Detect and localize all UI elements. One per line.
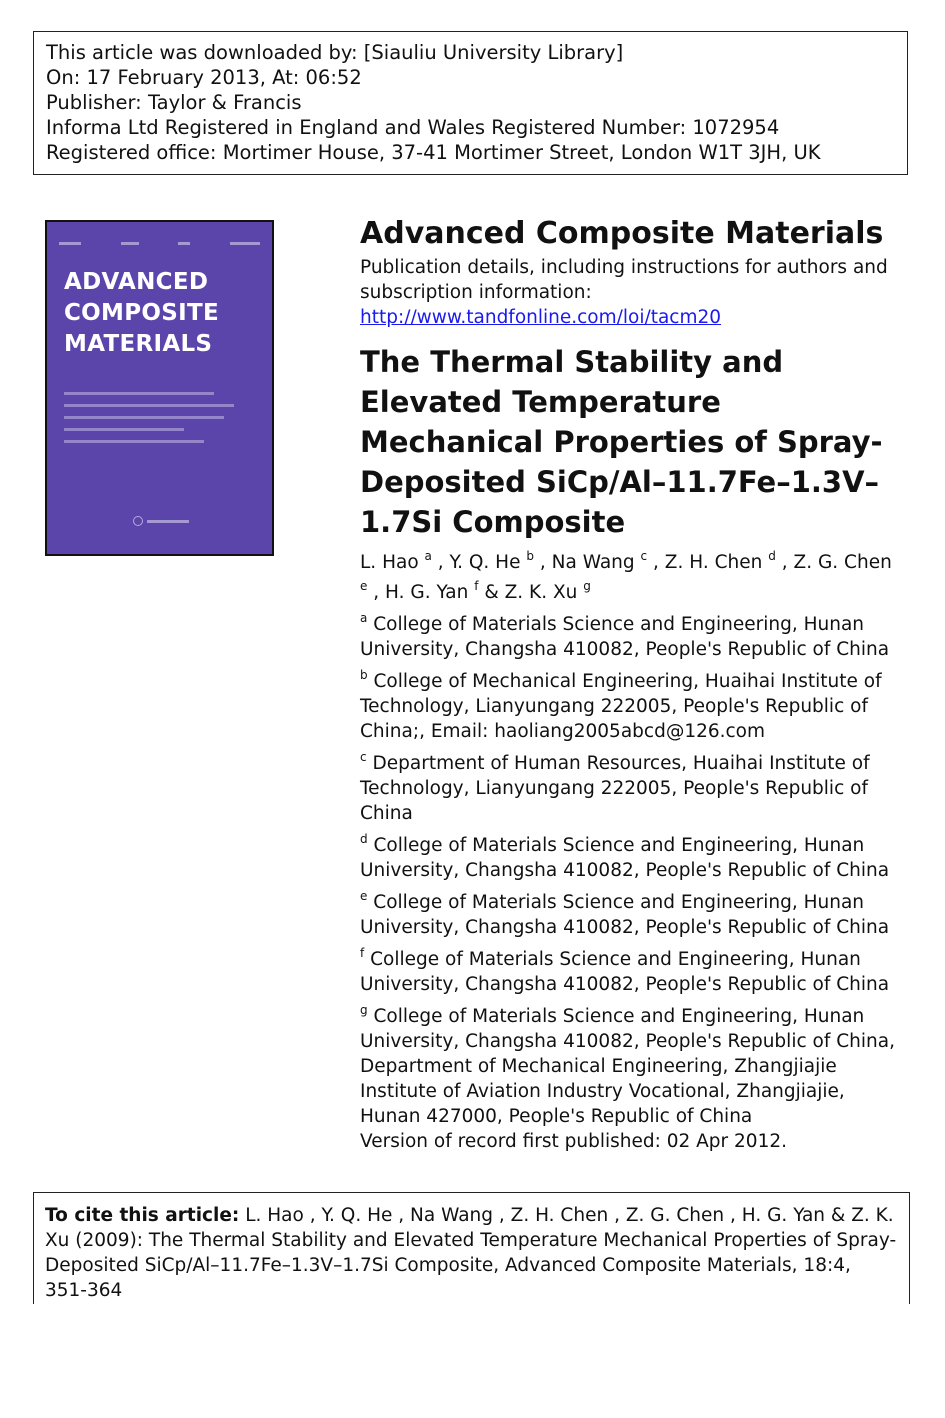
author-list bbox=[360, 548, 905, 608]
affiliation-text: College of Materials Science and Engineering, Hunan University, Changsha 410082, People's Republic of China bbox=[360, 949, 890, 995]
author-affiliation-marker: f bbox=[474, 579, 479, 593]
affiliation-text: College of Materials Science and Engineering, Hunan University, Changsha 410082, People's Republic of China, Department of Mechanical Engineering, Zhangjiajie Institute of Aviation Industry Vocational, Zhangjiajie, Hunan 427000, People's Republic of China bbox=[360, 1006, 895, 1127]
affiliation-text: Department of Human Resources, Huaihai Institute of Technology, Lianyungang 222005, People's Republic of China bbox=[360, 753, 870, 824]
author-name: L. Hao bbox=[360, 552, 419, 573]
affiliation-text: College of Materials Science and Engineering, Hunan University, Changsha 410082, People's Republic of China bbox=[360, 835, 890, 881]
author-affiliation-marker: g bbox=[583, 579, 591, 593]
cover-title-line: ADVANCED bbox=[64, 269, 209, 295]
author-name: Z. H. Chen bbox=[664, 552, 763, 573]
affiliation-marker: b bbox=[360, 668, 368, 682]
citation-label: To cite this article: bbox=[45, 1205, 240, 1226]
affiliation bbox=[360, 751, 905, 826]
author-separator: , bbox=[367, 582, 386, 603]
affiliation-list bbox=[360, 612, 905, 1129]
registered-office-line: Registered office: Mortimer House, 37-41 Mortimer Street, London W1T 3JH, UK bbox=[46, 141, 821, 164]
author-name: Z. G. Chen bbox=[793, 552, 892, 573]
affiliation-marker: d bbox=[360, 832, 368, 846]
author-name: Z. K. Xu bbox=[504, 582, 578, 603]
affiliation-marker: a bbox=[360, 611, 368, 625]
author-separator: , bbox=[647, 552, 665, 573]
citation-box bbox=[33, 1192, 910, 1304]
author-name: H. G. Yan bbox=[385, 582, 469, 603]
cover-title-line: COMPOSITE bbox=[64, 300, 219, 326]
affiliation bbox=[360, 669, 905, 744]
author-affiliation-marker: d bbox=[768, 549, 776, 563]
download-line: This article was downloaded by: [Siauliu University Library] bbox=[46, 41, 624, 64]
cover-subtitle-text bbox=[64, 392, 254, 452]
affiliation-text: College of Mechanical Engineering, Huaihai Institute of Technology, Lianyungang 222005, People's Republic of China;, Email: haoliang2005abcd@126.com bbox=[360, 671, 882, 742]
affiliation-marker: g bbox=[360, 1003, 368, 1017]
journal-cover-image bbox=[45, 220, 274, 556]
article-title: The Thermal Stability and Elevated Temperature Mechanical Properties of Spray-Deposited SiCp/Al–11.7Fe–1.3V–1.7Si Composite bbox=[360, 345, 883, 539]
publisher-line: Publisher: Taylor & Francis bbox=[46, 91, 302, 114]
affiliation-text: College of Materials Science and Engineering, Hunan University, Changsha 410082, People's Republic of China bbox=[360, 614, 890, 660]
journal-title: Advanced Composite Materials bbox=[360, 216, 884, 251]
article-header bbox=[360, 214, 905, 1154]
affiliation bbox=[360, 890, 905, 940]
download-notice-box bbox=[33, 31, 908, 175]
affiliation bbox=[360, 612, 905, 662]
affiliation bbox=[360, 833, 905, 883]
author-name: Na Wang bbox=[551, 552, 635, 573]
affiliation-marker: f bbox=[360, 946, 365, 960]
cover-issue-info bbox=[59, 242, 260, 250]
author-affiliation-marker: e bbox=[360, 579, 368, 593]
affiliation bbox=[360, 1004, 905, 1129]
author-separator: , bbox=[534, 552, 552, 573]
journal-url-link[interactable]: http://www.tandfonline.com/loi/tacm20 bbox=[360, 307, 722, 328]
download-date-line: On: 17 February 2013, At: 06:52 bbox=[46, 66, 362, 89]
author-affiliation-marker: c bbox=[640, 549, 648, 563]
version-of-record: Version of record first published: 02 Apr 2012. bbox=[360, 1131, 787, 1152]
author-name: Y. Q. He bbox=[449, 552, 521, 573]
citation-text: L. Hao , Y. Q. He , Na Wang , Z. H. Chen , Z. G. Chen , H. G. Yan & Z. K. Xu (2009): The Thermal Stability and Elevated Temperature Mechanical Properties of Spray-Deposited SiCp/Al–11.7Fe–1.3V–1.7Si Composite, Advanced Composite Materials, 18:4, 351-364 bbox=[45, 1205, 897, 1301]
publisher-logo-icon bbox=[133, 516, 189, 526]
author-affiliation-marker: b bbox=[526, 549, 534, 563]
cover-title-line: MATERIALS bbox=[64, 331, 213, 357]
cover-title bbox=[64, 267, 219, 360]
author-separator: , bbox=[431, 552, 450, 573]
author-affiliation-marker: a bbox=[424, 549, 432, 563]
publication-details: Publication details, including instructions for authors and subscription information: bbox=[360, 257, 888, 303]
affiliation-text: College of Materials Science and Engineering, Hunan University, Changsha 410082, People's Republic of China bbox=[360, 892, 890, 938]
registration-line: Informa Ltd Registered in England and Wales Registered Number: 1072954 bbox=[46, 116, 780, 139]
author-separator: & bbox=[478, 582, 505, 603]
affiliation bbox=[360, 947, 905, 997]
affiliation-marker: c bbox=[360, 750, 367, 764]
affiliation-marker: e bbox=[360, 889, 368, 903]
author-separator: , bbox=[775, 552, 794, 573]
